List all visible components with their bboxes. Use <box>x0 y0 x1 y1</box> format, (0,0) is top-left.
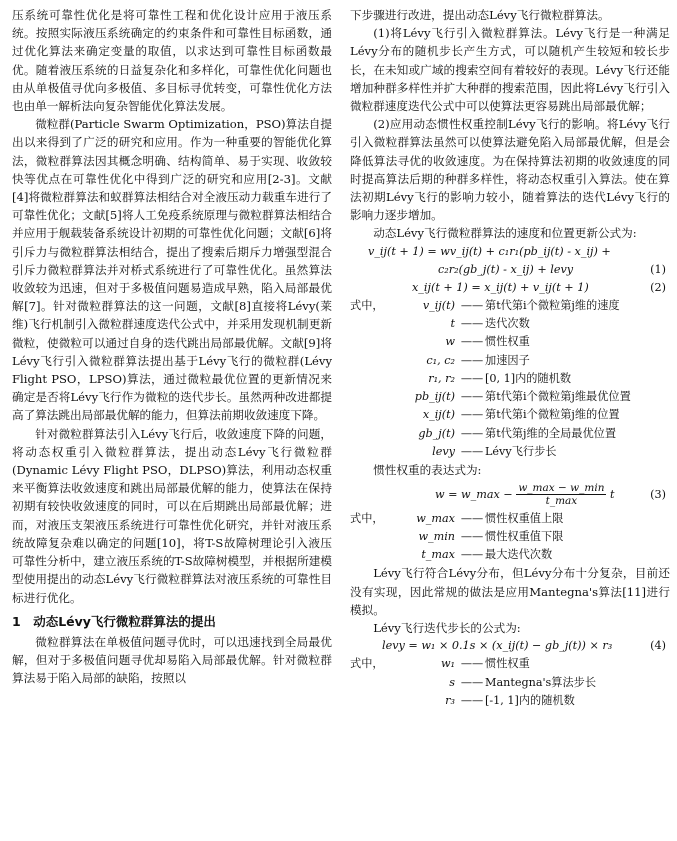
variable-row <box>350 352 670 370</box>
variable-symbol: w <box>445 335 455 349</box>
variable-row <box>350 388 670 406</box>
paragraph: 惯性权重的表达式为: <box>373 463 482 478</box>
equation-3-lhs: w = w_max − <box>435 487 513 501</box>
variable-symbol: x_ij(t) <box>422 408 455 422</box>
paragraph: Lévy飞行迭代步长的公式为: <box>373 621 521 636</box>
section-heading: 1 动态Lévy飞行微粒群算法的提出 <box>12 613 216 629</box>
dash: —— <box>460 675 484 689</box>
variable-row <box>350 674 670 692</box>
fraction-numerator: w_max − w_min <box>518 482 605 495</box>
variable-row <box>350 528 670 546</box>
paragraph: 压系统可靠性优化是将可靠性工程和优化设计应用于液压系统。按照实际液压系统确定的约束条件和可靠性目标函数，通过优化算法来确定变量的取值，以求达到可靠性目标函数最优。随着液压系统的日益复杂化和多样化，可靠性优化问题也由从单极值寻优向多极值、多目标寻优转变，可靠性优化方法也由单一解析法向复杂智能优化算法发展。 <box>12 8 332 114</box>
variable-symbol: t_max <box>421 548 455 562</box>
variable-row <box>350 425 670 443</box>
paragraph: 动态Lévy飞行微粒群算法的速度和位置更新公式为: <box>373 226 637 241</box>
equation-3-fraction <box>516 482 606 507</box>
dash: —— <box>460 511 484 525</box>
variable-list-2 <box>350 510 670 565</box>
variable-desc: 第t代第i个微粒第j维的位置 <box>485 408 620 422</box>
variable-desc: 第t代第i个微粒第j维的速度 <box>485 298 620 312</box>
paragraph: (1)将Lévy飞行引入微粒群算法。Lévy飞行是一种满足Lévy分布的随机步长产生方式，可以随机产生较短和较长步长，在未知或广域的搜索空间有着较好的表现。Lévy飞行还能增加种群多样性并扩大种群的搜索范围，因此将Lévy飞行引入微粒群速度迭代公式中可以使算法更容易跳出局部最优解； <box>350 26 670 114</box>
variable-row <box>350 692 670 710</box>
equation-1-cont <box>350 261 670 279</box>
paragraph: 下步骤进行改进，提出动态Lévy飞行微粒群算法。 <box>350 8 610 22</box>
dash: —— <box>460 335 484 349</box>
equation-3-rhs: t <box>610 487 615 501</box>
dash: —— <box>460 371 484 385</box>
paragraph: Lévy飞行符合Lévy分布，但Lévy分布十分复杂，目前还没有实现，因此常规的做法是应用Mantegna's算法[11]进行模拟。 <box>350 566 670 617</box>
variable-symbol: v_ij(t) <box>422 298 455 312</box>
variable-desc: [-1, 1]内的随机数 <box>485 693 575 707</box>
equation-4-body: levy = w₁ × 0.1s × (x_ij(t) − gb_j(t)) × r₃ <box>382 639 613 653</box>
variable-symbol: pb_ij(t) <box>414 390 455 404</box>
equation-number: (4) <box>650 639 666 653</box>
variable-desc: 第t代第j维的全局最优位置 <box>485 426 617 440</box>
equation-number: (2) <box>650 280 666 294</box>
variable-row <box>350 443 670 461</box>
variable-symbol: gb_j(t) <box>418 426 455 440</box>
variable-desc: Lévy飞行步长 <box>485 445 557 459</box>
variable-symbol: c₁, c₂ <box>426 353 455 367</box>
variable-row: 式中， w₁ —— 惯性权重 <box>350 655 670 673</box>
dash: —— <box>460 390 484 404</box>
variable-desc: 加速因子 <box>485 353 530 367</box>
variable-row: 式中， w_max —— 惯性权重值上限 <box>350 510 670 528</box>
paragraph: 微粒群算法在单极值问题寻优时，可以迅速找到全局最优解，但对于多极值问题寻优却易陷入局部最优解。针对微粒群算法易于陷入局部的缺陷，按照以 <box>12 634 332 686</box>
variable-desc: 第t代第i个微粒第j维最优位置 <box>485 390 631 404</box>
variable-desc: [0, 1]内的随机数 <box>485 371 572 385</box>
variable-symbol: r₁, r₂ <box>428 371 455 385</box>
variable-desc: Mantegna's算法步长 <box>485 675 597 689</box>
variable-desc: 惯性权重值下限 <box>485 529 564 543</box>
paragraph: 微粒群(Particle Swarm Optimization，PSO)算法自提出以来得到了广泛的研究和应用。作为一种重要的智能优化算法，微粒群算法因其概念明确、结构简单、易于实现、收敛较快等优点在可靠性优化中得到广泛的研究和应用[2-3]。文献[4]将微粒群算法和蚁群算法相结合对全液压动力载重车进行了可靠性优化；文献[5]将人工免疫系统原理与微粒群算法相结合并应用于舰载装备系统设计初期的可靠性优化问题；文献[6]将引斥力与微粒群算法相结合，提出了搜索后期斥力增强型混合引斥力微粒群算法并对桥式系统进行了可靠性优化。虽然算法收敛较为迅速，但对于多极值问题易造成早熟，陷入局部最优解[7]。针对微粒群算法的这一问题，文献[8]直接将Lévy(莱维)飞行机制引入微粒群速度迭代公式中，并采用发现机制更新微粒，使微粒可以通过自身的迭代跳出局部最优解。文献[9]将Lévy飞行引入微粒群算法提出基于Lévy飞行的微粒群(Lévy Flight PSO，LPSO)算法，通过微粒最优位置的更新情况来确定是否将Lévy飞行作为微粒的迭代步长。虽然两种改进都提高了算法跳出局部最优解的能力，但算法前期收敛速度下降。 <box>12 117 332 423</box>
variable-row <box>350 546 670 564</box>
equation-1-line-b: c₂r₂(gb_j(t) - x_ij) + levy <box>438 262 574 276</box>
variable-desc: 惯性权重 <box>485 657 530 671</box>
dash: —— <box>460 529 484 543</box>
paragraph: 针对微粒群算法引入Lévy飞行后，收敛速度下降的问题，将动态权重引入微粒群算法，提出动态Lévy飞行微粒群(Dynamic Lévy Flight PSO，DLPSO)算法，利用动态权重来平衡算法收敛速度和跳出局部最优解的能力，使算法在保持初期有较快收敛速度的同时，可以在后期跳出局部最优解；进而，对液压支架液压系统进行可靠性优化研究，并针对液压系统故障复杂难以确定的问题[10]，将T-S故障树理论引入液压可靠性分析中，建立液压系统的T-S故障树模型，并根据所建模型使用提出的动态Lévy飞行微粒群算法对液压系统的可靠性目标进行优化。 <box>12 426 332 605</box>
dash: —— <box>460 298 484 312</box>
dash: —— <box>460 693 484 707</box>
fraction-denominator: t_max <box>545 495 578 508</box>
equation-3 <box>350 480 670 510</box>
dash: —— <box>460 445 484 459</box>
equation-number: (1) <box>650 262 666 276</box>
variable-list-3 <box>350 655 670 710</box>
variable-row <box>350 315 670 333</box>
variable-symbol: w_min <box>418 529 455 543</box>
variable-desc: 惯性权重 <box>485 335 530 349</box>
left-column <box>12 6 332 687</box>
equation-number: (3) <box>650 487 666 501</box>
variable-symbol: w₁ <box>440 657 455 671</box>
variable-row: 式中， v_ij(t) —— 第t代第i个微粒第j维的速度 <box>350 297 670 315</box>
variable-row <box>350 406 670 424</box>
dash: —— <box>460 316 484 330</box>
dash: —— <box>460 548 484 562</box>
variable-symbol: r₃ <box>445 693 455 707</box>
dash: —— <box>460 657 484 671</box>
variable-row <box>350 370 670 388</box>
variable-symbol: levy <box>432 445 455 459</box>
variable-row <box>350 333 670 351</box>
equation-1 <box>350 243 670 261</box>
variable-symbol: w_max <box>416 511 455 525</box>
variable-desc: 最大迭代次数 <box>485 548 553 562</box>
dash: —— <box>460 408 484 422</box>
equation-2 <box>350 279 670 297</box>
equation-1-line-a: v_ij(t + 1) = wv_ij(t) + c₁r₁(pb_ij(t) - x_ij) + <box>368 244 611 258</box>
variable-symbol: t <box>450 316 455 330</box>
equation-4 <box>350 637 670 655</box>
right-column <box>350 6 670 710</box>
equation-2-body: x_ij(t + 1) = x_ij(t) + v_ij(t + 1) <box>412 280 589 294</box>
paragraph: (2)应用动态惯性权重控制Lévy飞行的影响。将Lévy飞行引入微粒群算法虽然可以使算法避免陷入局部最优解，但是会降低算法寻优的收敛速度。为在保持算法初期的收敛速度的同时提高算法后期的种群多样性，将动态权重引入算法。使在算法初期Lévy飞行的影响力较小，随着算法的迭代Lévy飞行的影响力逐步增加。 <box>350 117 670 223</box>
dash: —— <box>460 353 484 367</box>
dash: —— <box>460 426 484 440</box>
variable-list-1 <box>350 297 670 462</box>
variable-desc: 惯性权重值上限 <box>485 511 564 525</box>
variable-symbol: s <box>449 675 455 689</box>
variable-desc: 迭代次数 <box>485 316 530 330</box>
